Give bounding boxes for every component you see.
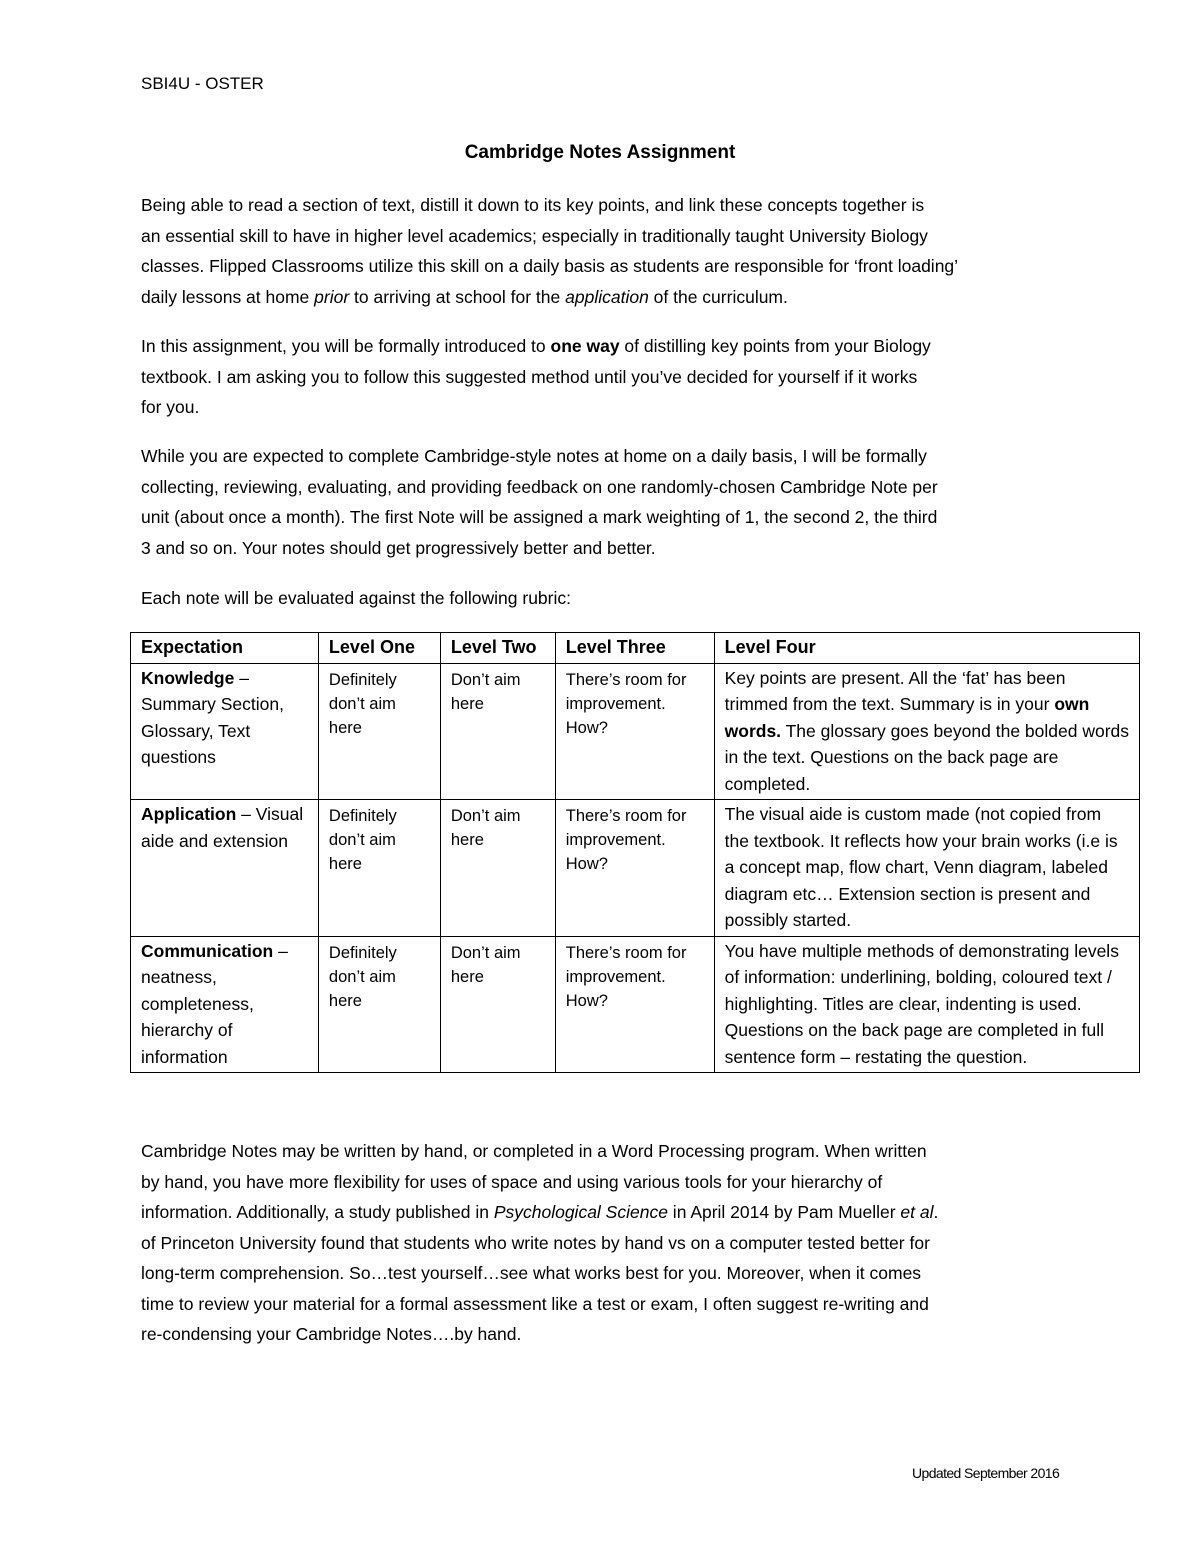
header-level-three: Level Three xyxy=(555,633,714,664)
level-two-cell: Don’t aim here xyxy=(440,936,555,1073)
level-one-cell: Definitely don’t aim here xyxy=(318,663,440,800)
header-expectation: Expectation xyxy=(131,633,319,664)
closing-line: long-term comprehension. So…test yourself…see what works best for you. Moreover, when it comes xyxy=(141,1263,922,1283)
table-row xyxy=(131,663,1140,800)
expectation-title: Communication xyxy=(141,940,274,961)
collection-line: 3 and so on. Your notes should get progressively better and better. xyxy=(141,537,656,558)
expectation-cell xyxy=(131,663,319,800)
expectation-detail: – Summary Section, Glossary, Text questions xyxy=(141,667,284,767)
text-run: information. Additionally, a study published in xyxy=(141,1202,494,1222)
text-run: of distilling key points from your Biology xyxy=(619,336,931,356)
level-four-cell: The visual aide is custom made (not copied from the textbook. It reflects how your brain works (i.e is a concept map, flow chart, Venn diagram, labeled diagram etc… Extension section is present and possibly started. xyxy=(714,800,1139,937)
text-run: to arriving at school for the xyxy=(349,286,566,307)
method-line: textbook. I am asking you to follow this suggested method until you’ve decided for yourself if it works xyxy=(141,366,918,387)
level-four-cell xyxy=(714,663,1139,800)
collection-line: unit (about once a month). The first Note will be assigned a mark weighting of 1, the second 2, the third xyxy=(141,507,938,527)
emphasis-application: application xyxy=(565,286,649,307)
intro-line: an essential skill to have in higher level academics; especially in traditionally taught University Biology xyxy=(141,225,928,246)
table-row xyxy=(131,800,1140,937)
collection-line: collecting, reviewing, evaluating, and providing feedback on one randomly-chosen Cambridge Note per xyxy=(141,476,938,497)
level-four-cell: You have multiple methods of demonstrating levels of information: underlining, bolding, coloured text / highlighting. Titles are clear, indenting is used. Questions on the back page are completed in full sentence form – restating the question. xyxy=(714,936,1139,1073)
level-one-cell: Definitely don’t aim here xyxy=(318,800,440,937)
level-two-cell: Don’t aim here xyxy=(440,663,555,800)
text-run: In this assignment, you will be formally introduced to xyxy=(141,336,551,356)
header-level-one: Level One xyxy=(318,633,440,664)
level-three-cell: There’s room for improvement. How? xyxy=(555,663,714,800)
text-run: daily lessons at home xyxy=(141,286,315,307)
intro-line: classes. Flipped Classrooms utilize this skill on a daily basis as students are responsible for ‘front loading’ xyxy=(141,256,959,276)
header-level-two: Level Two xyxy=(440,633,555,664)
method-line xyxy=(141,331,1066,362)
rubric-header-row xyxy=(131,633,1140,664)
closing-line: re-condensing your Cambridge Notes….by hand. xyxy=(141,1324,522,1344)
method-line: for you. xyxy=(141,397,200,417)
closing-line: time to review your material for a formal assessment like a test or exam, I often suggest re-writing and xyxy=(141,1293,929,1314)
collection-line: While you are expected to complete Cambridge-style notes at home on a daily basis, I will be formally xyxy=(141,446,927,466)
expectation-detail: – neatness, completeness, hierarchy of information xyxy=(141,940,288,1067)
level-three-cell: There’s room for improvement. How? xyxy=(555,936,714,1073)
expectation-title: Application xyxy=(141,804,237,824)
level-two-cell: Don’t aim here xyxy=(440,800,555,937)
rubric-intro xyxy=(141,583,1066,614)
intro-line xyxy=(141,282,1066,313)
emphasis-et-al: et al xyxy=(900,1202,934,1222)
closing-line xyxy=(141,1197,1066,1228)
level-three-cell: There’s room for improvement. How? xyxy=(555,800,714,937)
method-paragraph xyxy=(141,331,1066,423)
collection-paragraph xyxy=(141,441,1066,563)
text-run: The glossary goes beyond the bolded words in the text. Questions on the back page are completed. xyxy=(724,720,1130,794)
expectation-detail: – Visual aide and extension xyxy=(141,804,304,851)
intro-line: Being able to read a section of text, distill it down to its key points, and link these concepts together is xyxy=(141,195,925,215)
text-run: . xyxy=(933,1202,939,1222)
table-row xyxy=(131,936,1140,1073)
emphasis-one-way: one way xyxy=(550,336,620,356)
text-run: in April 2014 by Pam Mueller xyxy=(667,1202,901,1222)
expectation-cell xyxy=(131,936,319,1073)
updated-date: Updated September 2016 xyxy=(912,1465,1060,1481)
closing-line: Cambridge Notes may be written by hand, or completed in a Word Processing program. When written xyxy=(141,1141,927,1161)
emphasis-own-words: own words. xyxy=(724,694,1090,741)
emphasis-journal: Psychological Science xyxy=(493,1202,668,1222)
text-run: of the curriculum. xyxy=(648,286,788,307)
page-title: Cambridge Notes Assignment xyxy=(464,142,736,163)
closing-line: of Princeton University found that students who write notes by hand vs on a computer tested better for xyxy=(141,1232,930,1253)
closing-line: by hand, you have more flexibility for uses of space and using various tools for your hierarchy of xyxy=(141,1171,883,1192)
closing-paragraph xyxy=(141,1136,1066,1350)
emphasis-prior: prior xyxy=(314,286,350,307)
rubric-table xyxy=(130,632,1140,1073)
text-run: Key points are present. All the ‘fat’ has been trimmed from the text. Summary is in your xyxy=(724,667,1066,714)
expectation-cell xyxy=(131,800,319,937)
level-one-cell: Definitely don’t aim here xyxy=(318,936,440,1073)
header-level-four: Level Four xyxy=(714,633,1139,664)
expectation-title: Knowledge xyxy=(141,667,235,688)
intro-paragraph xyxy=(141,190,1066,312)
rubric-intro-text: Each note will be evaluated against the following rubric: xyxy=(141,588,571,608)
course-code: SBI4U - OSTER xyxy=(141,74,264,93)
